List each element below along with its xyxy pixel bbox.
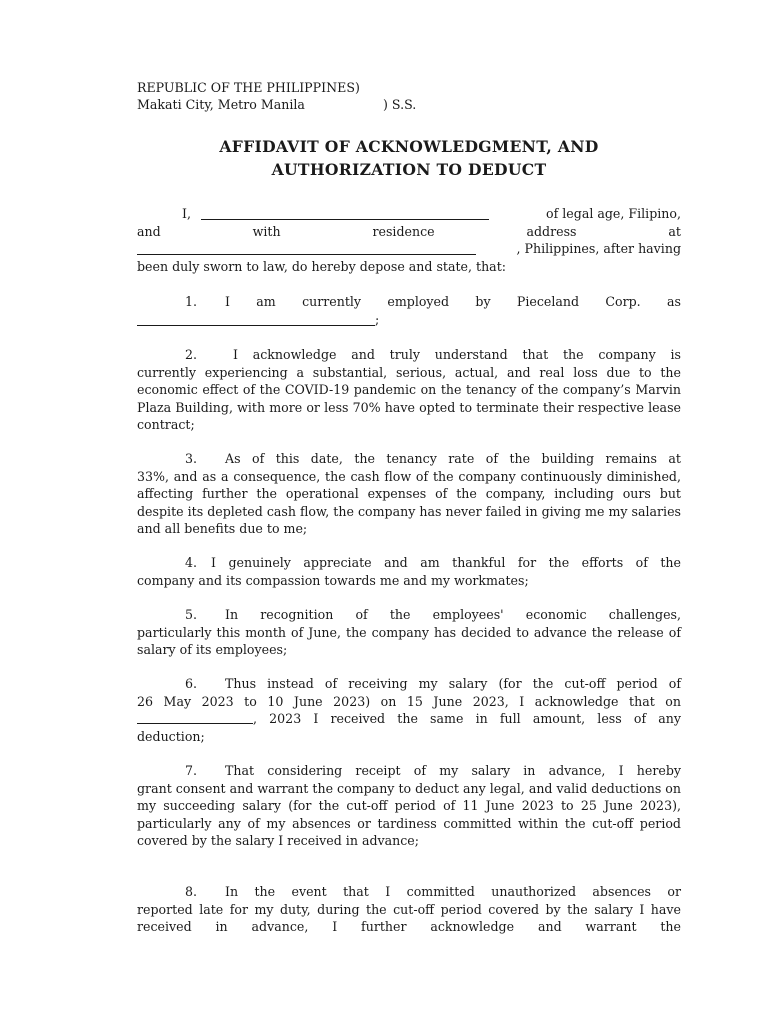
paragraph-6 (137, 675, 681, 745)
name-blank (201, 206, 489, 220)
paragraph-3 (137, 450, 681, 538)
venue-ss: ) S.S. (383, 97, 417, 112)
paragraph-5-first: In recognition of the employees' economic challenges, (225, 607, 681, 622)
title-line-2: AUTHORIZATION TO DEDUCT (271, 160, 547, 179)
document-title (137, 135, 681, 181)
paragraph-3-first: As of this date, the tenancy rate of the building remains at (225, 451, 681, 466)
paragraph-5 (137, 606, 681, 659)
intro-pronoun: I, (182, 206, 191, 221)
paragraph-6-first: Thus instead of receiving my salary (for the cut-off period of (225, 676, 681, 691)
paragraph-5-rest: particularly this month of June, the company has decided to advance the release of salary of its employees; (137, 624, 681, 658)
date-received-blank (137, 710, 253, 724)
paragraph-7-first: That considering receipt of my salary in advance, I hereby (225, 763, 681, 778)
paragraph-2-rest: currently experiencing a substantial, serious, actual, and real loss due to the economic effect of the COVID-19 pandemic on the tenancy of the company’s Marvin Plaza Building, with more or less 70% have opted to terminate their respective lease contract; (137, 364, 681, 433)
paragraph-number: 2. (185, 347, 198, 362)
intro-line-4: been duly sworn to law, do hereby depose and state, that: (137, 258, 506, 274)
paragraph-2-first: I acknowledge and truly understand that the company is (233, 347, 681, 362)
paragraph-4 (137, 554, 681, 589)
paragraph-number: 3. (185, 451, 198, 466)
paragraph-7-rest: grant consent and warrant the company to deduct any legal, and valid deductions on my succeeding salary (for the cut-off period of 11 June 2023 to 25 June 2023), particularly any of my absences or tardiness committed within the cut-off period covered by the salary I received in advance; (137, 780, 681, 849)
venue-country: REPUBLIC OF THE PHILIPPINES) (137, 80, 360, 95)
paragraph-6-line-4: deduction; (137, 728, 205, 744)
intro-philippines: , Philippines, after having (516, 241, 681, 257)
venue-city: Makati City, Metro Manila (137, 97, 305, 112)
residence-blank (137, 241, 476, 255)
paragraph-number: 5. (185, 607, 198, 622)
intro-paragraph (137, 205, 681, 275)
paragraph-number: 4. (185, 555, 198, 570)
paragraph-3-rest: 33%, and as a consequence, the cash flow of the company continuously diminished, affecting further the operational expenses of the company, including ours but despite its depleted cash flow, the company has never failed in giving me my salaries and all benefits due to me; (137, 468, 681, 537)
venue-header (137, 79, 681, 113)
paragraph-2 (137, 346, 681, 434)
paragraph-8-rest: reported late for my duty, during the cut-off period covered by the salary I have received in advance, I further acknowledge and warrant the (137, 901, 681, 935)
paragraph-number: 8. (185, 884, 198, 899)
paragraph-6-line-2: 26 May 2023 to 10 June 2023) on 15 June 2023, I acknowledge that on (137, 693, 681, 709)
paragraph-1-tail: ; (375, 311, 380, 327)
paragraph-4-rest: company and its compassion towards me and my workmates; (137, 572, 529, 588)
paragraph-1 (137, 293, 681, 328)
paragraph-1-line-1: I am currently employed by Pieceland Corp. as (225, 294, 681, 309)
position-blank (137, 312, 375, 326)
paragraph-8 (137, 883, 681, 936)
paragraph-6-line-3: , 2023 I received the same in full amount, less of any (253, 711, 681, 727)
intro-legal-age: of legal age, Filipino, (546, 206, 681, 221)
paragraph-number: 6. (185, 676, 198, 691)
paragraph-number: 7. (185, 763, 198, 778)
paragraph-4-first: I genuinely appreciate and am thankful for the efforts of the (211, 555, 681, 570)
paragraph-7 (137, 762, 681, 850)
title-line-1: AFFIDAVIT OF ACKNOWLEDGMENT, AND (219, 137, 599, 156)
intro-line-2: and with residence address at (137, 223, 681, 239)
paragraph-8-first: In the event that I committed unauthorized absences or (225, 884, 681, 899)
paragraph-number: 1. (185, 294, 198, 309)
